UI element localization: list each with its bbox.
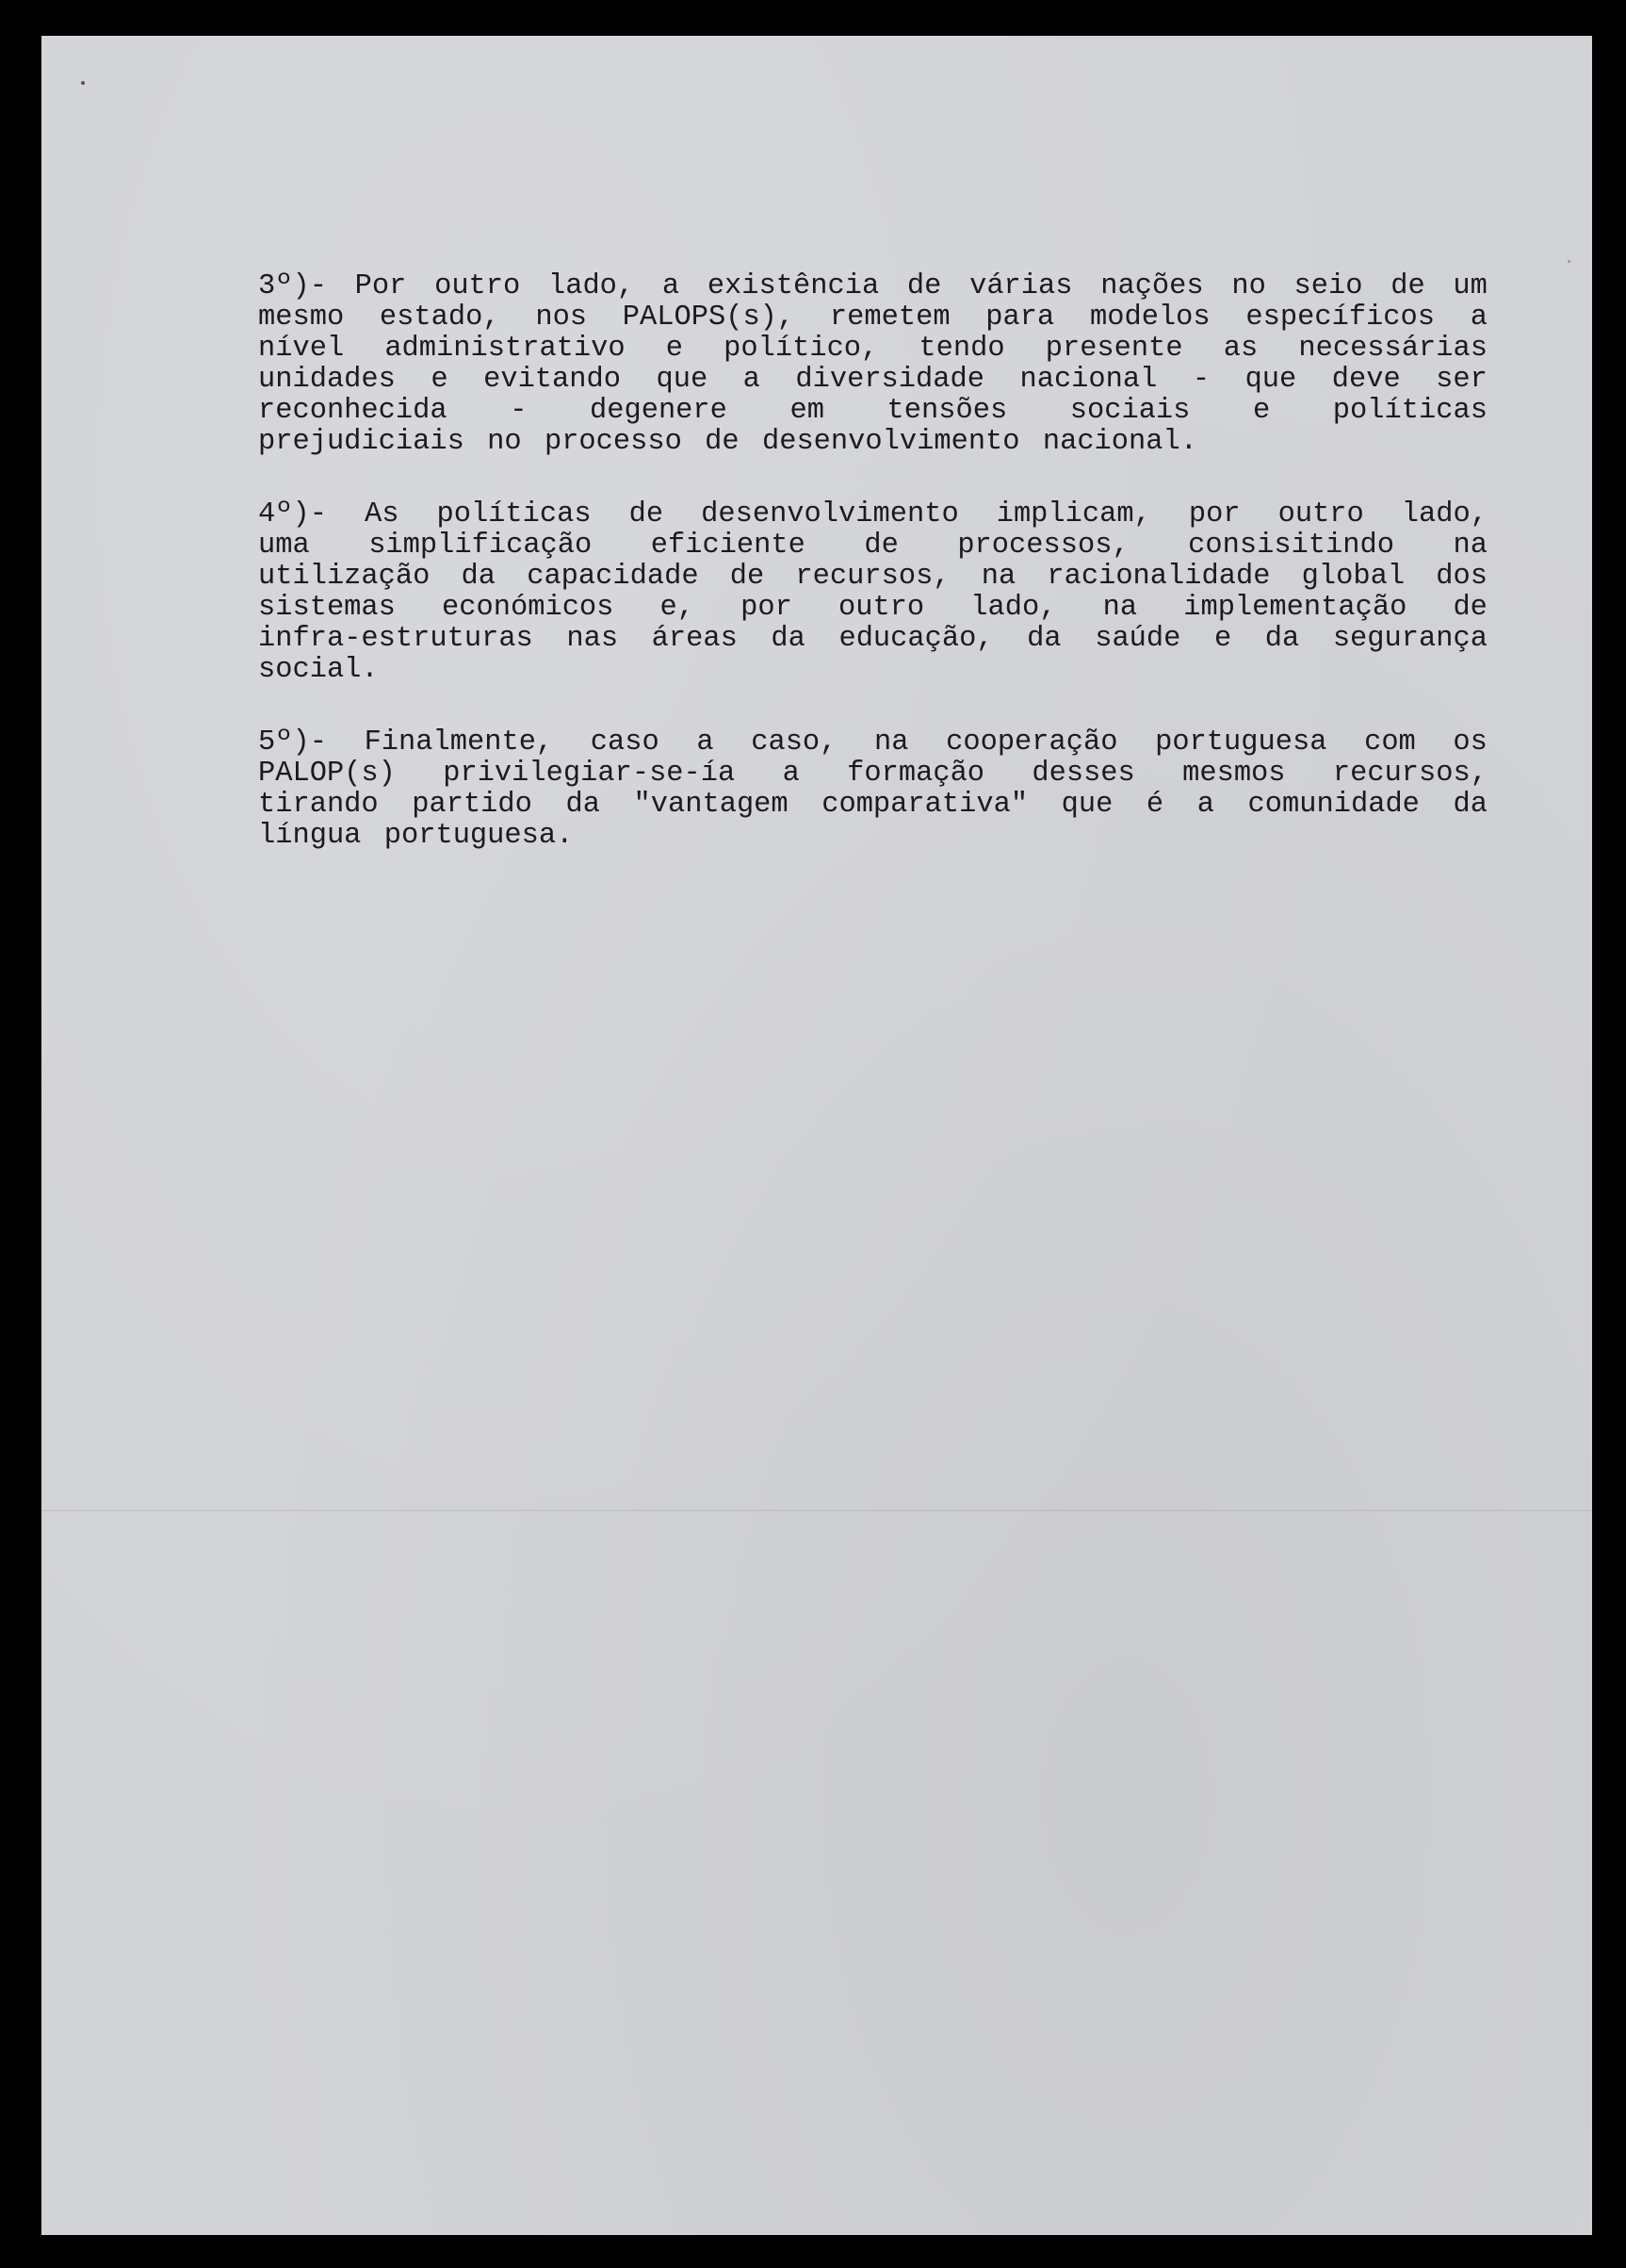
word: os xyxy=(1453,726,1488,759)
dust-speck xyxy=(1568,260,1570,263)
word: mesmos xyxy=(1182,758,1286,790)
word: infra-estruturas xyxy=(258,623,533,655)
word: outro xyxy=(837,592,925,624)
word: que xyxy=(1061,789,1114,821)
word: da xyxy=(1027,623,1062,655)
text-line xyxy=(258,365,1488,396)
text-line xyxy=(258,302,1488,334)
word: da xyxy=(771,623,805,655)
word: caso xyxy=(590,726,659,759)
word: da xyxy=(461,561,496,593)
word: a xyxy=(1470,302,1488,334)
word: nos xyxy=(535,302,588,334)
word: reconhecida xyxy=(258,395,447,427)
word: e xyxy=(665,333,684,365)
word: implementação xyxy=(1183,592,1407,624)
word: sistemas xyxy=(258,592,396,624)
word: outro xyxy=(1277,498,1364,530)
word: a xyxy=(782,758,800,790)
paragraph xyxy=(258,727,1488,852)
word: a xyxy=(696,726,714,759)
word: necessárias xyxy=(1298,333,1488,365)
word: caso, xyxy=(751,726,837,759)
word: por xyxy=(1188,498,1241,530)
word: 5º)- xyxy=(258,726,327,759)
word: outro xyxy=(434,270,521,302)
word: social. xyxy=(258,654,379,686)
word: as xyxy=(1223,333,1259,365)
word: da xyxy=(1264,623,1300,655)
word: da xyxy=(565,789,600,821)
word: uma xyxy=(258,530,310,562)
word: para xyxy=(985,302,1055,334)
text-line xyxy=(258,655,1488,686)
word: língua portuguesa. xyxy=(258,820,574,852)
word: existência xyxy=(707,270,880,302)
word: 4º)- xyxy=(258,498,327,530)
word: políticas xyxy=(1332,395,1488,427)
word: de xyxy=(729,561,765,593)
word: que xyxy=(1244,364,1297,396)
text-line xyxy=(258,271,1488,302)
word: racionalidade xyxy=(1047,561,1271,593)
paragraph xyxy=(258,271,1488,458)
word: é xyxy=(1146,789,1164,821)
word: portuguesa xyxy=(1155,726,1327,759)
word: por xyxy=(740,592,792,624)
word: privilegiar-se-ía xyxy=(443,758,736,790)
word: um xyxy=(1453,270,1488,302)
text-line xyxy=(258,334,1488,365)
word: consisitindo xyxy=(1188,530,1395,562)
word: "vantagem xyxy=(633,789,789,821)
word: de xyxy=(628,498,664,530)
document-page xyxy=(41,36,1592,2235)
word: nível xyxy=(258,333,345,365)
dust-speck xyxy=(81,81,85,85)
word: modelos xyxy=(1089,302,1211,334)
word: no xyxy=(1231,270,1266,302)
word: de xyxy=(1453,592,1488,624)
word: de xyxy=(1390,270,1425,302)
word: a xyxy=(742,364,760,396)
word: As xyxy=(364,498,399,530)
word: nas xyxy=(566,623,619,655)
word: a xyxy=(661,270,680,302)
word: lado, xyxy=(970,592,1057,624)
word: degenere xyxy=(590,395,727,427)
word: PALOPS(s), xyxy=(622,302,795,334)
word: nações xyxy=(1100,270,1204,302)
word: evitando xyxy=(483,364,621,396)
word: prejudiciais no processo de desenvolvimento nacional. xyxy=(258,426,1197,458)
text-line xyxy=(258,530,1488,562)
word: de xyxy=(864,530,899,562)
word: capacidade xyxy=(527,561,699,593)
word: presente xyxy=(1045,333,1183,365)
word: em xyxy=(789,395,824,427)
word: global xyxy=(1301,561,1406,593)
word: segurança xyxy=(1332,623,1488,655)
word: recursos, xyxy=(795,561,951,593)
word: desenvolvimento xyxy=(701,498,959,530)
word: utilização xyxy=(258,561,431,593)
word: lado, xyxy=(1401,498,1488,530)
word: ser xyxy=(1436,364,1488,396)
word: processos, xyxy=(957,530,1130,562)
text-line xyxy=(258,593,1488,624)
word: sociais xyxy=(1069,395,1191,427)
word: simplificação xyxy=(368,530,593,562)
word: na xyxy=(1453,530,1488,562)
word: áreas xyxy=(651,623,738,655)
word: 3º)- xyxy=(258,270,327,302)
word: desses xyxy=(1032,758,1135,790)
word: dos xyxy=(1436,561,1488,593)
word: formação xyxy=(847,758,985,790)
word: - xyxy=(1192,364,1211,396)
word: educação, xyxy=(838,623,994,655)
word: a xyxy=(1196,789,1214,821)
document-body xyxy=(258,271,1488,893)
word: específicos xyxy=(1245,302,1436,334)
word: PALOP(s) xyxy=(258,758,396,790)
word: estado, xyxy=(379,302,500,334)
word: tirando xyxy=(258,789,379,821)
word: na xyxy=(1102,592,1138,624)
word: - xyxy=(510,395,528,427)
word: unidades xyxy=(258,364,396,396)
word: que xyxy=(656,364,708,396)
text-line xyxy=(258,821,1488,852)
word: tendo xyxy=(919,333,1005,365)
word: político, xyxy=(724,333,879,365)
text-line xyxy=(258,727,1488,759)
word: políticas xyxy=(436,498,592,530)
paragraph xyxy=(258,499,1488,686)
word: e xyxy=(431,364,448,396)
word: e xyxy=(1213,623,1232,655)
word: Por xyxy=(354,270,407,302)
word: deve xyxy=(1331,364,1401,396)
text-line xyxy=(258,499,1488,530)
word: diversidade xyxy=(795,364,984,396)
word: saúde xyxy=(1095,623,1181,655)
word: cooperação xyxy=(946,726,1118,759)
word: implicam, xyxy=(996,498,1151,530)
text-line xyxy=(258,396,1488,427)
word: comunidade xyxy=(1247,789,1420,821)
word: tensões xyxy=(886,395,1008,427)
text-line xyxy=(258,427,1488,458)
word: da xyxy=(1453,789,1488,821)
word: comparativa" xyxy=(821,789,1029,821)
paper-fold-line xyxy=(41,1509,1592,1511)
word: económicos xyxy=(442,592,614,624)
word: seio xyxy=(1293,270,1363,302)
text-line xyxy=(258,759,1488,790)
word: e, xyxy=(659,592,695,624)
word: eficiente xyxy=(650,530,805,562)
word: recursos, xyxy=(1332,758,1488,790)
word: lado, xyxy=(547,270,635,302)
word: e xyxy=(1252,395,1271,427)
word: mesmo xyxy=(258,302,345,334)
text-line xyxy=(258,624,1488,655)
word: partido xyxy=(412,789,532,821)
word: com xyxy=(1364,726,1416,759)
word: de xyxy=(906,270,942,302)
word: Finalmente, xyxy=(364,726,554,759)
word: administrativo xyxy=(384,333,626,365)
word: nacional xyxy=(1019,364,1158,396)
word: na xyxy=(981,561,1016,593)
text-line xyxy=(258,562,1488,593)
word: na xyxy=(874,726,909,759)
word: remetem xyxy=(829,302,951,334)
word: várias xyxy=(969,270,1073,302)
text-line xyxy=(258,790,1488,821)
